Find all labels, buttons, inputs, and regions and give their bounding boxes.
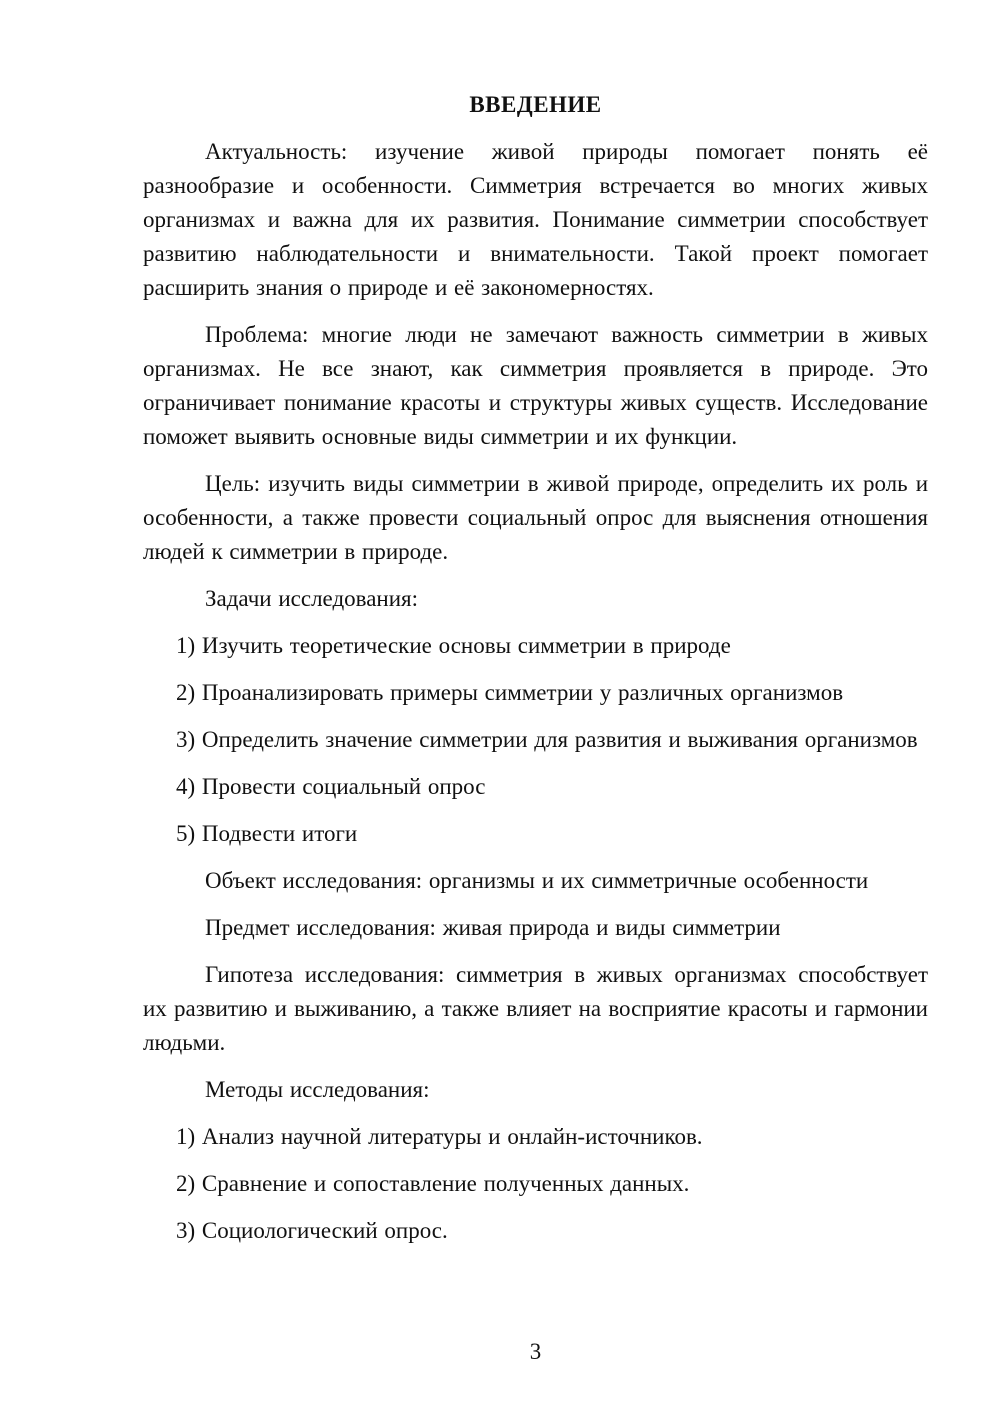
task-item-2: 2) Проанализировать примеры симметрии у различных организмов (176, 680, 844, 705)
task-item-5: 5) Подвести итоги (176, 821, 358, 846)
paragraph-zadachi-heading: Задачи исследования: (205, 586, 419, 611)
paragraph-aktualnost: Актуальность: изучение живой природы помогает понять её разнообразие и особенности. Симметрия встречается во многих живых организмах и важна для их развития. Понимание симметрии способствует развитию наблюдательности и внимательности. Такой проект помогает расширить знания о природе и её закономерностях. (143, 139, 928, 300)
page-number: 3 (529, 1339, 542, 1364)
method-item-3: 3) Социологический опрос. (176, 1218, 448, 1243)
paragraph-cel: Цель: изучить виды симметрии в живой природе, определить их роль и особенности, а также провести социальный опрос для выяснения отношения людей к симметрии в природе. (143, 471, 928, 564)
task-item-1: 1) Изучить теоретические основы симметрии в природе (176, 633, 731, 658)
task-item-4: 4) Провести социальный опрос (176, 774, 486, 799)
method-item-2: 2) Сравнение и сопоставление полученных данных. (176, 1171, 690, 1196)
paragraph-metody-heading: Методы исследования: (205, 1077, 430, 1102)
paragraph-gipoteza: Гипотеза исследования: симметрия в живых организмах способствует их развитию и выживанию, а также влияет на восприятие красоты и гармонии людьми. (143, 962, 928, 1055)
task-item-3: 3) Определить значение симметрии для развития и выживания организмов (176, 727, 918, 752)
paragraph-obekt: Объект исследования: организмы и их симметричные особенности (205, 868, 869, 893)
paragraph-predmet: Предмет исследования: живая природа и виды симметрии (205, 915, 781, 940)
paragraph-problema: Проблема: многие люди не замечают важность симметрии в живых организмах. Не все знают, как симметрия проявляется в природе. Это ограничивает понимание красоты и структуры живых существ. Исследование поможет выявить основные виды симметрии и их функции. (143, 322, 928, 449)
method-item-1: 1) Анализ научной литературы и онлайн-источников. (176, 1124, 703, 1149)
page-title: ВВЕДЕНИЕ (469, 92, 602, 117)
